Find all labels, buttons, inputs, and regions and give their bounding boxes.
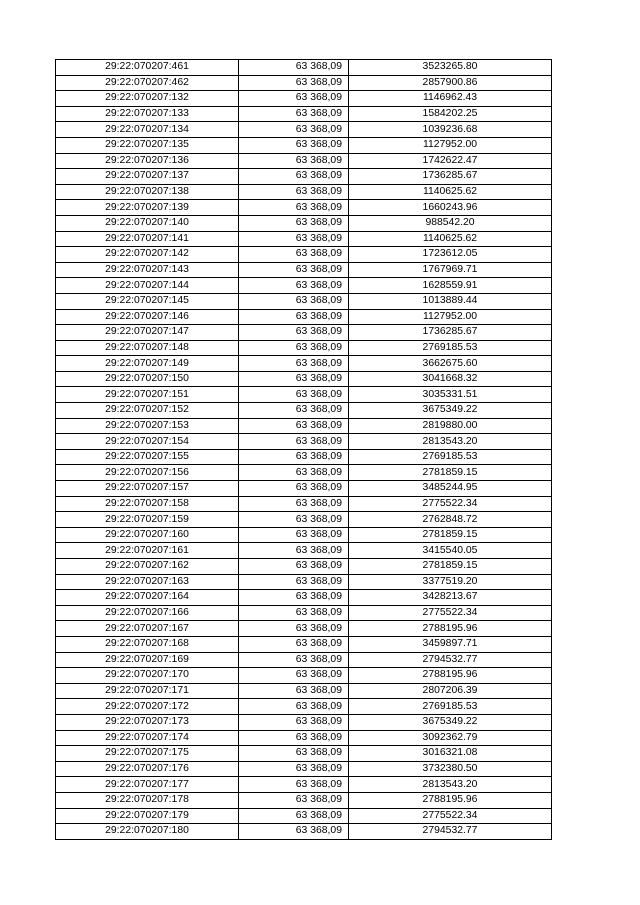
document-page — [55, 59, 550, 840]
cadastral-number-cell: 29:22:070207:133 — [56, 106, 239, 122]
area-cell: 63 368,09 — [239, 122, 349, 138]
cadastral-number-cell: 29:22:070207:177 — [56, 777, 239, 793]
cadastral-number-cell: 29:22:070207:151 — [56, 387, 239, 403]
value-cell: 3041668.32 — [349, 371, 552, 387]
table-row — [56, 293, 552, 309]
area-cell: 63 368,09 — [239, 184, 349, 200]
area-cell: 63 368,09 — [239, 636, 349, 652]
area-cell: 63 368,09 — [239, 75, 349, 91]
table-row — [56, 153, 552, 169]
value-cell: 1039236.68 — [349, 122, 552, 138]
value-cell: 1736285.67 — [349, 169, 552, 185]
cadastral-number-cell: 29:22:070207:157 — [56, 481, 239, 497]
table-row — [56, 169, 552, 185]
value-cell: 3732380.50 — [349, 761, 552, 777]
table-row — [56, 481, 552, 497]
value-cell: 988542.20 — [349, 215, 552, 231]
area-cell: 63 368,09 — [239, 356, 349, 372]
value-cell: 1140625.62 — [349, 231, 552, 247]
area-cell: 63 368,09 — [239, 418, 349, 434]
table-row — [56, 371, 552, 387]
table-row — [56, 496, 552, 512]
value-cell: 2788195.96 — [349, 668, 552, 684]
cadastral-number-cell: 29:22:070207:179 — [56, 808, 239, 824]
table-row — [56, 418, 552, 434]
cadastral-number-cell: 29:22:070207:166 — [56, 605, 239, 621]
cadastral-number-cell: 29:22:070207:142 — [56, 247, 239, 263]
cadastral-number-cell: 29:22:070207:149 — [56, 356, 239, 372]
value-cell: 3675349.22 — [349, 403, 552, 419]
cadastral-number-cell: 29:22:070207:152 — [56, 403, 239, 419]
value-cell: 1742622.47 — [349, 153, 552, 169]
value-cell: 3523265.80 — [349, 60, 552, 76]
cadastral-number-cell: 29:22:070207:134 — [56, 122, 239, 138]
area-cell: 63 368,09 — [239, 543, 349, 559]
table-row — [56, 387, 552, 403]
table-body — [56, 60, 552, 840]
table-row — [56, 449, 552, 465]
table-row — [56, 574, 552, 590]
value-cell: 2769185.53 — [349, 340, 552, 356]
area-cell: 63 368,09 — [239, 247, 349, 263]
value-cell: 3092362.79 — [349, 730, 552, 746]
area-cell: 63 368,09 — [239, 309, 349, 325]
value-cell: 2819880.00 — [349, 418, 552, 434]
area-cell: 63 368,09 — [239, 668, 349, 684]
area-cell: 63 368,09 — [239, 215, 349, 231]
cadastral-number-cell: 29:22:070207:462 — [56, 75, 239, 91]
cadastral-number-cell: 29:22:070207:158 — [56, 496, 239, 512]
area-cell: 63 368,09 — [239, 137, 349, 153]
area-cell: 63 368,09 — [239, 714, 349, 730]
value-cell: 3662675.60 — [349, 356, 552, 372]
table-row — [56, 636, 552, 652]
table-row — [56, 231, 552, 247]
table-row — [56, 434, 552, 450]
cadastral-number-cell: 29:22:070207:171 — [56, 683, 239, 699]
cadastral-number-cell: 29:22:070207:135 — [56, 137, 239, 153]
area-cell: 63 368,09 — [239, 169, 349, 185]
value-cell: 3035331.51 — [349, 387, 552, 403]
value-cell: 1736285.67 — [349, 325, 552, 341]
table-row — [56, 746, 552, 762]
value-cell: 2807206.39 — [349, 683, 552, 699]
table-row — [56, 262, 552, 278]
cadastral-number-cell: 29:22:070207:139 — [56, 200, 239, 216]
value-cell: 2788195.96 — [349, 621, 552, 637]
value-cell: 1013889.44 — [349, 293, 552, 309]
table-row — [56, 699, 552, 715]
table-row — [56, 605, 552, 621]
area-cell: 63 368,09 — [239, 231, 349, 247]
table-row — [56, 824, 552, 840]
value-cell: 2857900.86 — [349, 75, 552, 91]
table-row — [56, 122, 552, 138]
value-cell: 3675349.22 — [349, 714, 552, 730]
cadastral-number-cell: 29:22:070207:145 — [56, 293, 239, 309]
cadastral-number-cell: 29:22:070207:159 — [56, 512, 239, 528]
cadastral-number-cell: 29:22:070207:148 — [56, 340, 239, 356]
cadastral-number-cell: 29:22:070207:163 — [56, 574, 239, 590]
cadastral-number-cell: 29:22:070207:144 — [56, 278, 239, 294]
table-row — [56, 60, 552, 76]
area-cell: 63 368,09 — [239, 403, 349, 419]
value-cell: 1140625.62 — [349, 184, 552, 200]
table-row — [56, 590, 552, 606]
cadastral-number-cell: 29:22:070207:168 — [56, 636, 239, 652]
value-cell: 1660243.96 — [349, 200, 552, 216]
value-cell: 3459897.71 — [349, 636, 552, 652]
value-cell: 2769185.53 — [349, 449, 552, 465]
value-cell: 1127952.00 — [349, 137, 552, 153]
value-cell: 1584202.25 — [349, 106, 552, 122]
area-cell: 63 368,09 — [239, 683, 349, 699]
table-row — [56, 683, 552, 699]
table-row — [56, 325, 552, 341]
table-row — [56, 403, 552, 419]
cadastral-number-cell: 29:22:070207:155 — [56, 449, 239, 465]
value-cell: 2775522.34 — [349, 496, 552, 512]
cadastral-number-cell: 29:22:070207:176 — [56, 761, 239, 777]
value-cell: 3485244.95 — [349, 481, 552, 497]
table-row — [56, 761, 552, 777]
cadastral-number-cell: 29:22:070207:147 — [56, 325, 239, 341]
table-row — [56, 714, 552, 730]
area-cell: 63 368,09 — [239, 106, 349, 122]
area-cell: 63 368,09 — [239, 465, 349, 481]
area-cell: 63 368,09 — [239, 387, 349, 403]
cadastral-number-cell: 29:22:070207:180 — [56, 824, 239, 840]
cadastral-number-cell: 29:22:070207:143 — [56, 262, 239, 278]
cadastral-number-cell: 29:22:070207:156 — [56, 465, 239, 481]
table-row — [56, 730, 552, 746]
area-cell: 63 368,09 — [239, 278, 349, 294]
table-row — [56, 137, 552, 153]
table-row — [56, 200, 552, 216]
area-cell: 63 368,09 — [239, 652, 349, 668]
value-cell: 2794532.77 — [349, 652, 552, 668]
cadastral-number-cell: 29:22:070207:161 — [56, 543, 239, 559]
area-cell: 63 368,09 — [239, 824, 349, 840]
value-cell: 2781859.15 — [349, 465, 552, 481]
value-cell: 2813543.20 — [349, 434, 552, 450]
table-row — [56, 792, 552, 808]
cadastral-number-cell: 29:22:070207:140 — [56, 215, 239, 231]
area-cell: 63 368,09 — [239, 621, 349, 637]
area-cell: 63 368,09 — [239, 777, 349, 793]
cadastral-number-cell: 29:22:070207:154 — [56, 434, 239, 450]
area-cell: 63 368,09 — [239, 153, 349, 169]
area-cell: 63 368,09 — [239, 574, 349, 590]
area-cell: 63 368,09 — [239, 746, 349, 762]
area-cell: 63 368,09 — [239, 200, 349, 216]
table-row — [56, 559, 552, 575]
table-row — [56, 91, 552, 107]
value-cell: 2775522.34 — [349, 605, 552, 621]
cadastral-number-cell: 29:22:070207:137 — [56, 169, 239, 185]
table-row — [56, 777, 552, 793]
value-cell: 2769185.53 — [349, 699, 552, 715]
area-cell: 63 368,09 — [239, 590, 349, 606]
area-cell: 63 368,09 — [239, 91, 349, 107]
area-cell: 63 368,09 — [239, 808, 349, 824]
table-row — [56, 652, 552, 668]
cadastral-number-cell: 29:22:070207:174 — [56, 730, 239, 746]
value-cell: 1767969.71 — [349, 262, 552, 278]
value-cell: 2788195.96 — [349, 792, 552, 808]
area-cell: 63 368,09 — [239, 449, 349, 465]
value-cell: 2762848.72 — [349, 512, 552, 528]
area-cell: 63 368,09 — [239, 730, 349, 746]
area-cell: 63 368,09 — [239, 559, 349, 575]
table-row — [56, 621, 552, 637]
area-cell: 63 368,09 — [239, 496, 349, 512]
table-row — [56, 278, 552, 294]
cadastral-number-cell: 29:22:070207:132 — [56, 91, 239, 107]
cadastral-number-cell: 29:22:070207:172 — [56, 699, 239, 715]
cadastral-number-cell: 29:22:070207:175 — [56, 746, 239, 762]
value-cell: 2775522.34 — [349, 808, 552, 824]
area-cell: 63 368,09 — [239, 293, 349, 309]
table-row — [56, 340, 552, 356]
area-cell: 63 368,09 — [239, 325, 349, 341]
area-cell: 63 368,09 — [239, 761, 349, 777]
value-cell: 1127952.00 — [349, 309, 552, 325]
cadastral-number-cell: 29:22:070207:167 — [56, 621, 239, 637]
cadastral-number-cell: 29:22:070207:141 — [56, 231, 239, 247]
value-cell: 1628559.91 — [349, 278, 552, 294]
area-cell: 63 368,09 — [239, 481, 349, 497]
value-cell: 2781859.15 — [349, 559, 552, 575]
cadastral-number-cell: 29:22:070207:173 — [56, 714, 239, 730]
table-row — [56, 309, 552, 325]
cadastral-number-cell: 29:22:070207:178 — [56, 792, 239, 808]
value-cell: 3377519.20 — [349, 574, 552, 590]
value-cell: 2781859.15 — [349, 527, 552, 543]
value-cell: 3016321.08 — [349, 746, 552, 762]
table-row — [56, 543, 552, 559]
cadastral-data-table — [55, 59, 552, 840]
area-cell: 63 368,09 — [239, 512, 349, 528]
table-row — [56, 808, 552, 824]
table-row — [56, 512, 552, 528]
cadastral-number-cell: 29:22:070207:150 — [56, 371, 239, 387]
table-row — [56, 75, 552, 91]
cadastral-number-cell: 29:22:070207:136 — [56, 153, 239, 169]
table-row — [56, 527, 552, 543]
table-row — [56, 184, 552, 200]
cadastral-number-cell: 29:22:070207:160 — [56, 527, 239, 543]
area-cell: 63 368,09 — [239, 262, 349, 278]
cadastral-number-cell: 29:22:070207:162 — [56, 559, 239, 575]
cadastral-number-cell: 29:22:070207:153 — [56, 418, 239, 434]
table-row — [56, 356, 552, 372]
cadastral-number-cell: 29:22:070207:461 — [56, 60, 239, 76]
table-row — [56, 465, 552, 481]
area-cell: 63 368,09 — [239, 699, 349, 715]
value-cell: 2794532.77 — [349, 824, 552, 840]
area-cell: 63 368,09 — [239, 371, 349, 387]
cadastral-number-cell: 29:22:070207:164 — [56, 590, 239, 606]
value-cell: 2813543.20 — [349, 777, 552, 793]
table-row — [56, 247, 552, 263]
cadastral-number-cell: 29:22:070207:146 — [56, 309, 239, 325]
value-cell: 1146962.43 — [349, 91, 552, 107]
cadastral-number-cell: 29:22:070207:138 — [56, 184, 239, 200]
value-cell: 3428213.67 — [349, 590, 552, 606]
cadastral-number-cell: 29:22:070207:169 — [56, 652, 239, 668]
table-row — [56, 668, 552, 684]
cadastral-number-cell: 29:22:070207:170 — [56, 668, 239, 684]
area-cell: 63 368,09 — [239, 792, 349, 808]
table-row — [56, 215, 552, 231]
value-cell: 3415540.05 — [349, 543, 552, 559]
area-cell: 63 368,09 — [239, 605, 349, 621]
table-row — [56, 106, 552, 122]
area-cell: 63 368,09 — [239, 60, 349, 76]
area-cell: 63 368,09 — [239, 527, 349, 543]
area-cell: 63 368,09 — [239, 434, 349, 450]
area-cell: 63 368,09 — [239, 340, 349, 356]
value-cell: 1723612.05 — [349, 247, 552, 263]
